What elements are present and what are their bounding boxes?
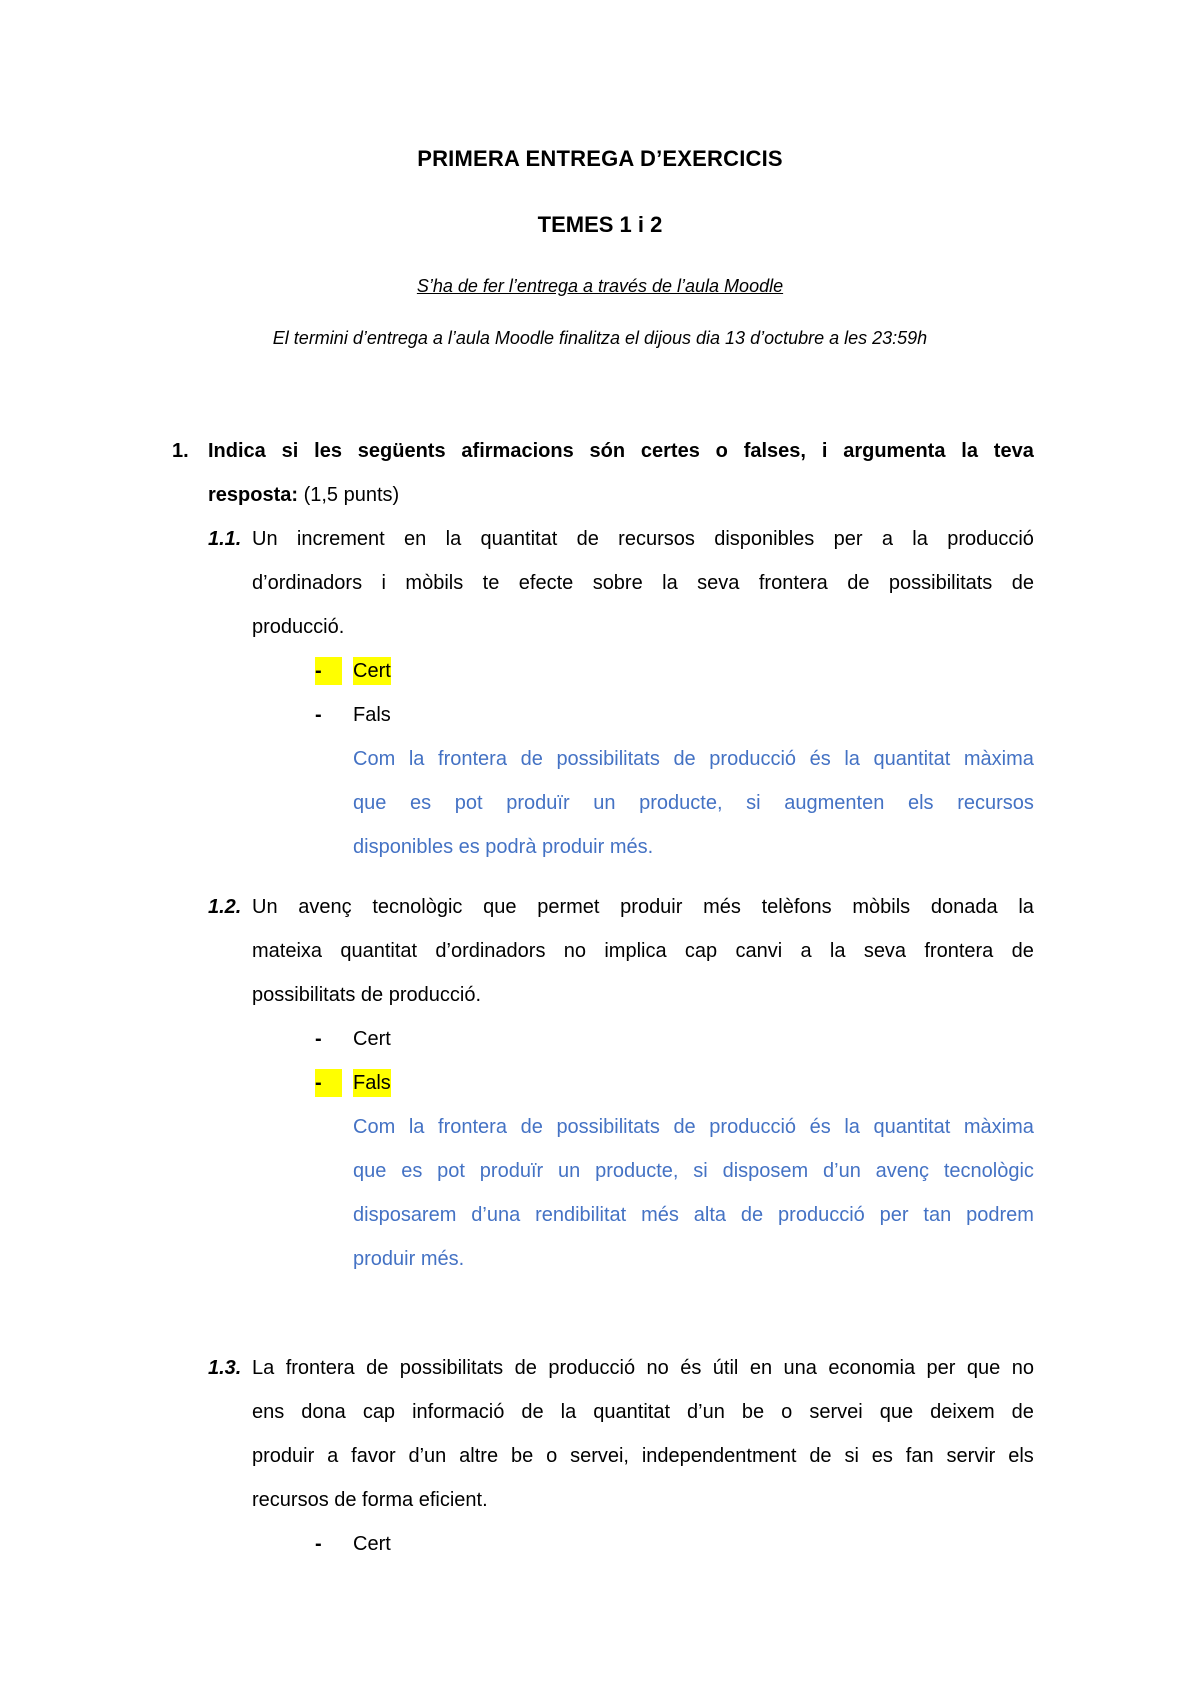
word: un bbox=[593, 792, 616, 814]
word: disposem bbox=[722, 1160, 809, 1182]
word: independentment bbox=[641, 1445, 797, 1467]
word: tecnològic bbox=[943, 1160, 1034, 1182]
word: avenç bbox=[298, 896, 352, 918]
word: la bbox=[844, 1116, 860, 1138]
word: quantitat bbox=[873, 1116, 951, 1138]
item-text-line bbox=[252, 1398, 1034, 1426]
word: favor bbox=[351, 1445, 396, 1467]
answer-text-line bbox=[353, 1157, 1034, 1185]
word: frontera bbox=[438, 1116, 507, 1138]
word: tan bbox=[923, 1204, 952, 1226]
answer-text-line: produir més. bbox=[353, 1248, 465, 1270]
word: a bbox=[881, 528, 893, 550]
word: màxima bbox=[963, 748, 1034, 770]
answer-text-line bbox=[353, 1201, 1034, 1229]
word: la bbox=[1018, 896, 1034, 918]
word: frontera bbox=[924, 940, 994, 962]
word: be bbox=[510, 1445, 534, 1467]
word: si bbox=[746, 792, 761, 814]
word: be bbox=[741, 1401, 765, 1423]
question-label: resposta: bbox=[208, 484, 299, 506]
word: Un bbox=[252, 528, 278, 550]
word: la bbox=[408, 748, 425, 770]
word: increment bbox=[296, 528, 385, 550]
word: els bbox=[1008, 1445, 1034, 1467]
word: la bbox=[829, 940, 846, 962]
word: servei, bbox=[570, 1445, 629, 1467]
word: de bbox=[366, 1357, 389, 1379]
word: possibilitats bbox=[556, 748, 660, 770]
word: d’un bbox=[823, 1160, 861, 1182]
question-text-line bbox=[208, 481, 399, 509]
word: dona bbox=[301, 1401, 346, 1423]
word: cap bbox=[684, 940, 718, 962]
word: de bbox=[673, 748, 696, 770]
word: possibilitats bbox=[399, 1357, 504, 1379]
word: telèfons bbox=[761, 896, 832, 918]
word: és bbox=[809, 1116, 831, 1138]
word: o bbox=[546, 1445, 558, 1467]
word: màxima bbox=[963, 1116, 1034, 1138]
word: de bbox=[1011, 940, 1034, 962]
word: la bbox=[662, 572, 678, 594]
word: recursos bbox=[957, 792, 1034, 814]
word: producte, bbox=[595, 1160, 679, 1182]
word: possibilitats bbox=[556, 1116, 660, 1138]
word: que bbox=[966, 1357, 1001, 1379]
word: que bbox=[879, 1401, 914, 1423]
word: una bbox=[783, 1357, 817, 1379]
word: ens bbox=[252, 1401, 285, 1423]
word: d’ordinadors bbox=[252, 572, 363, 594]
word: més bbox=[641, 1204, 679, 1226]
word: producció bbox=[947, 528, 1034, 550]
word: quantitat bbox=[873, 748, 951, 770]
option-cert: Cert bbox=[353, 1028, 391, 1050]
word: es bbox=[410, 792, 432, 814]
word: producció bbox=[778, 1204, 865, 1226]
item-text-line bbox=[252, 937, 1034, 965]
word: útil bbox=[712, 1357, 739, 1379]
word: o bbox=[781, 1401, 793, 1423]
word: d’un bbox=[687, 1401, 725, 1423]
answer-text-line bbox=[353, 789, 1034, 817]
word: a bbox=[327, 1445, 339, 1467]
question-text-line bbox=[208, 437, 1034, 465]
word: per bbox=[926, 1357, 956, 1379]
delivery-note: S’ha de fer l’entrega a través de l’aula Moodle bbox=[416, 276, 784, 296]
item-text-line: possibilitats de producció. bbox=[252, 984, 482, 1006]
word: si bbox=[281, 440, 299, 462]
word: de bbox=[514, 1357, 537, 1379]
item-number: 1.2. bbox=[208, 896, 242, 918]
option-cert: Cert bbox=[353, 1533, 391, 1555]
word: produir bbox=[620, 896, 683, 918]
item-number: 1.3. bbox=[208, 1357, 242, 1379]
word: informació bbox=[412, 1401, 505, 1423]
word: més bbox=[703, 896, 741, 918]
question-points: (1,5 punts) bbox=[298, 484, 400, 506]
word: de bbox=[1011, 1401, 1034, 1423]
word: implica bbox=[604, 940, 667, 962]
word: servei bbox=[809, 1401, 863, 1423]
word: de bbox=[520, 1116, 543, 1138]
word: la bbox=[445, 528, 462, 550]
word: permet bbox=[537, 896, 600, 918]
word: podrem bbox=[966, 1204, 1034, 1226]
word: els bbox=[907, 792, 934, 814]
word: produir bbox=[252, 1445, 315, 1467]
word: producció bbox=[709, 748, 797, 770]
word: d’ordinadors bbox=[435, 940, 546, 962]
word: cap bbox=[362, 1401, 396, 1423]
word: d’un bbox=[408, 1445, 447, 1467]
word: que bbox=[483, 896, 517, 918]
word: la bbox=[408, 1116, 425, 1138]
word: canvi bbox=[735, 940, 783, 962]
word: en bbox=[404, 528, 427, 550]
word: frontera bbox=[758, 572, 828, 594]
word: sobre bbox=[592, 572, 643, 594]
word: afirmacions bbox=[461, 440, 574, 462]
question-number: 1. bbox=[172, 440, 189, 462]
word: si bbox=[844, 1445, 859, 1467]
word: rendibilitat bbox=[535, 1204, 627, 1226]
item-text-line bbox=[252, 525, 1034, 553]
word: si bbox=[693, 1160, 708, 1182]
document-title: PRIMERA ENTREGA D’EXERCICIS bbox=[417, 146, 783, 171]
option-dash: - bbox=[315, 1533, 322, 1555]
word: Com bbox=[353, 748, 396, 770]
word: avenç bbox=[875, 1160, 930, 1182]
item-text-line: producció. bbox=[252, 616, 345, 638]
item-number: 1.1. bbox=[208, 528, 242, 550]
word: alta bbox=[693, 1204, 727, 1226]
word: seva bbox=[697, 572, 740, 594]
word: producte, bbox=[639, 792, 723, 814]
word: efecte bbox=[518, 572, 574, 594]
word: es bbox=[401, 1160, 423, 1182]
word: és bbox=[680, 1357, 702, 1379]
word: no bbox=[563, 940, 587, 962]
document-subtitle: TEMES 1 i 2 bbox=[537, 212, 663, 237]
word: frontera bbox=[438, 748, 507, 770]
word: tecnològic bbox=[372, 896, 463, 918]
word: per bbox=[833, 528, 863, 550]
word: fan bbox=[905, 1445, 934, 1467]
word: són bbox=[589, 440, 626, 462]
item-text-line bbox=[252, 1442, 1034, 1470]
word: produïr bbox=[479, 1160, 544, 1182]
item-text-line bbox=[252, 893, 1034, 921]
option-fals-selected: Fals bbox=[353, 1069, 391, 1097]
word: te bbox=[482, 572, 500, 594]
word: augmenten bbox=[784, 792, 885, 814]
word: recursos bbox=[618, 528, 695, 550]
option-cert-selected: Cert bbox=[353, 657, 391, 685]
word: disposarem bbox=[353, 1204, 457, 1226]
word: possibilitats bbox=[888, 572, 993, 594]
option-dash: - bbox=[315, 1028, 322, 1050]
answer-text-line bbox=[353, 745, 1034, 773]
word: de bbox=[809, 1445, 832, 1467]
word: producció bbox=[709, 1116, 797, 1138]
word: teva bbox=[993, 440, 1034, 462]
option-dash: - bbox=[315, 704, 322, 726]
word: seva bbox=[863, 940, 907, 962]
word: es bbox=[871, 1445, 893, 1467]
option-fals: Fals bbox=[353, 704, 391, 726]
word: deixem bbox=[930, 1401, 995, 1423]
word: de bbox=[740, 1204, 764, 1226]
word: mateixa bbox=[252, 940, 323, 962]
word: pot bbox=[437, 1160, 465, 1182]
word: quantitat bbox=[340, 940, 418, 962]
word: pot bbox=[454, 792, 483, 814]
word: de bbox=[520, 748, 543, 770]
item-text-line: recursos de forma eficient. bbox=[252, 1489, 488, 1511]
word: donada bbox=[930, 896, 998, 918]
word: o bbox=[715, 440, 728, 462]
word: La bbox=[252, 1357, 275, 1379]
word: altre bbox=[459, 1445, 499, 1467]
word: Indica bbox=[208, 440, 266, 462]
word: les bbox=[314, 440, 342, 462]
word: mòbils bbox=[852, 896, 911, 918]
option-dash: - bbox=[315, 1069, 342, 1097]
word: no bbox=[646, 1357, 669, 1379]
word: argumenta bbox=[843, 440, 946, 462]
item-text-line bbox=[252, 1354, 1034, 1382]
word: mòbils bbox=[405, 572, 464, 594]
word: de bbox=[576, 528, 599, 550]
word: no bbox=[1011, 1357, 1034, 1379]
word: produïr bbox=[506, 792, 570, 814]
word: la bbox=[961, 440, 978, 462]
answer-text-line bbox=[353, 1113, 1034, 1141]
word: quantitat bbox=[593, 1401, 671, 1423]
word: que bbox=[353, 1160, 387, 1182]
word: i bbox=[821, 440, 828, 462]
word: la bbox=[912, 528, 928, 550]
word: quantitat bbox=[480, 528, 558, 550]
word: falses, bbox=[743, 440, 806, 462]
word: de bbox=[673, 1116, 696, 1138]
word: certes bbox=[640, 440, 700, 462]
word: Com bbox=[353, 1116, 396, 1138]
word: frontera bbox=[285, 1357, 355, 1379]
option-dash: - bbox=[315, 657, 342, 685]
word: Un bbox=[252, 896, 278, 918]
word: que bbox=[353, 792, 387, 814]
word: en bbox=[749, 1357, 773, 1379]
word: i bbox=[381, 572, 386, 594]
word: següents bbox=[357, 440, 446, 462]
deadline-note: El termini d’entrega a l’aula Moodle finalitza el dijous dia 13 d’octubre a les 23:59h bbox=[272, 328, 928, 348]
word: és bbox=[809, 748, 831, 770]
word: de bbox=[847, 572, 870, 594]
word: un bbox=[558, 1160, 581, 1182]
answer-text-line: disponibles es podrà produir més. bbox=[353, 836, 654, 858]
word: de bbox=[1011, 572, 1034, 594]
word: economia bbox=[828, 1357, 916, 1379]
word: la bbox=[560, 1401, 577, 1423]
item-text-line bbox=[252, 569, 1034, 597]
word: disponibles bbox=[714, 528, 815, 550]
word: la bbox=[844, 748, 860, 770]
word: a bbox=[800, 940, 812, 962]
word: de bbox=[521, 1401, 544, 1423]
word: per bbox=[879, 1204, 909, 1226]
word: servir bbox=[946, 1445, 996, 1467]
word: producció bbox=[548, 1357, 636, 1379]
word: d’una bbox=[471, 1204, 521, 1226]
